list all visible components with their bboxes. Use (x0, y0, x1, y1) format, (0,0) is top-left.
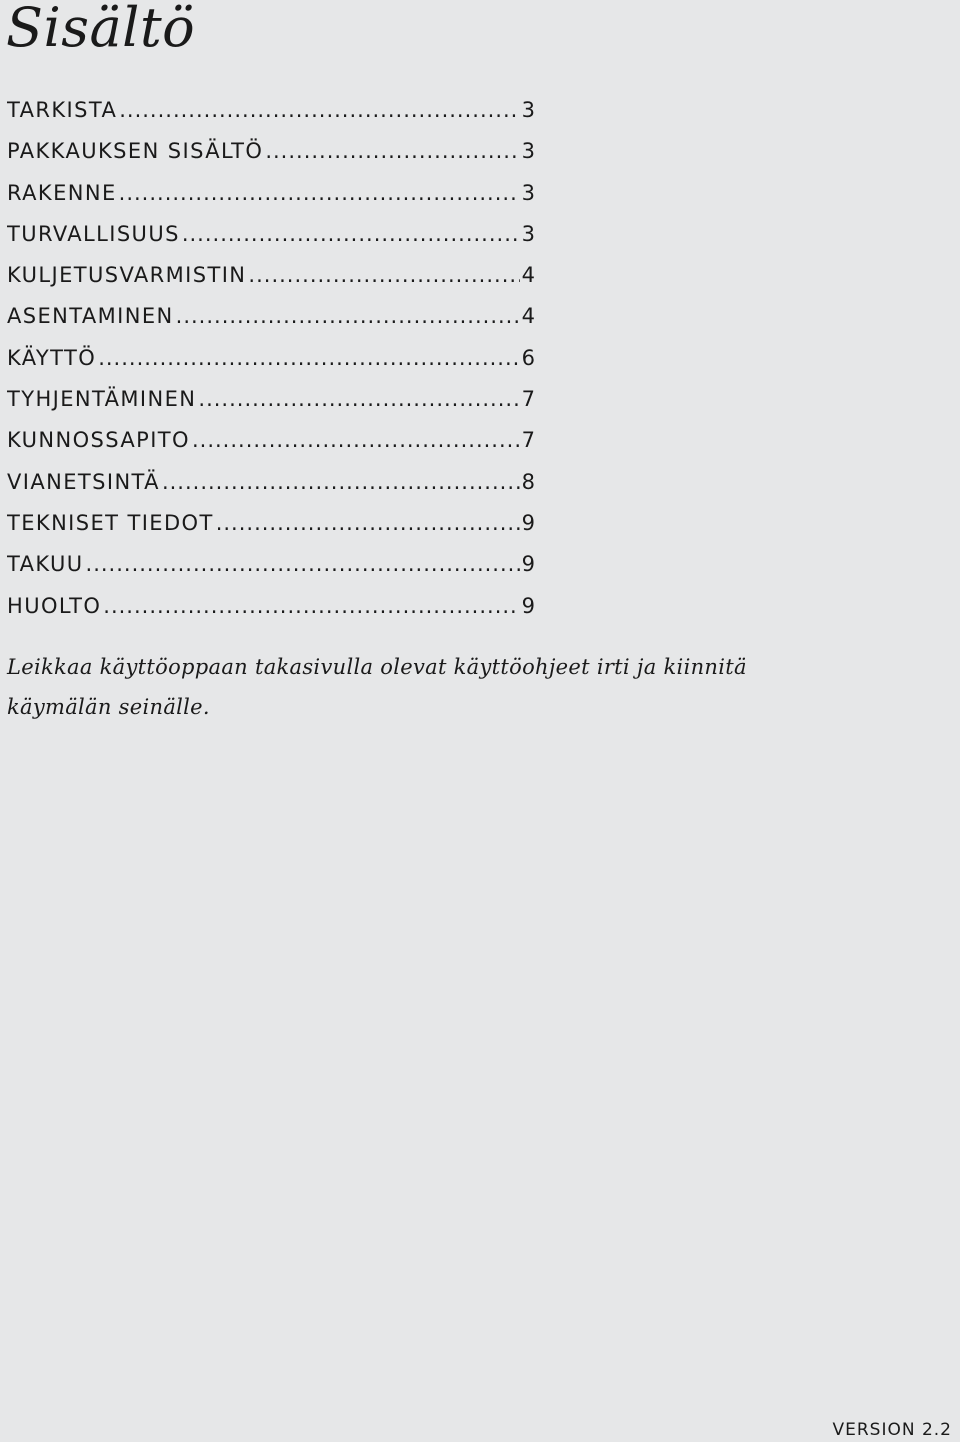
toc-entry-label: RAKENNE (7, 180, 117, 205)
toc-entry-label: PAKKAUKSEN SISÄLTÖ (7, 139, 264, 164)
toc-entry-label: TYHJENTÄMINEN (7, 387, 197, 412)
table-of-contents (7, 90, 535, 627)
toc-entry-page: 7 (521, 428, 535, 453)
toc-entry-page: 7 (521, 387, 535, 412)
toc-entry-label: ASENTAMINEN (7, 304, 174, 329)
toc-entry-page: 9 (521, 552, 535, 577)
toc-entry-rakenne (7, 173, 535, 214)
toc-entry-label: HUOLTO (7, 593, 102, 618)
toc-entry-page: 3 (521, 180, 535, 205)
toc-entry-huolto (7, 586, 535, 627)
toc-entry-page: 3 (521, 139, 535, 164)
toc-dot-leader (248, 255, 519, 296)
toc-entry-kunnossapito (7, 420, 535, 461)
toc-dot-leader (192, 420, 520, 461)
toc-entry-takuu (7, 544, 535, 585)
toc-entry-page: 4 (521, 263, 535, 288)
toc-entry-pakkauksen-sisalto (7, 131, 535, 172)
toc-dot-leader (98, 338, 519, 379)
toc-dot-leader (119, 173, 520, 214)
toc-dot-leader (216, 503, 520, 544)
toc-entry-vianetsinta (7, 462, 535, 503)
toc-entry-kuljetusvarmistin (7, 255, 535, 296)
toc-entry-label: TARKISTA (7, 98, 118, 122)
page-title: Sisältö (6, 0, 196, 59)
toc-entry-page: 3 (521, 221, 535, 246)
toc-entry-tyhjentaminen (7, 379, 535, 420)
toc-dot-leader (182, 214, 520, 255)
toc-entry-page: 4 (521, 304, 535, 329)
toc-entry-page: 9 (521, 510, 535, 535)
version-label: VERSION 2.2 (832, 1420, 952, 1440)
toc-entry-label: TAKUU (7, 552, 84, 577)
toc-entry-label: KUNNOSSAPITO (7, 428, 190, 453)
toc-dot-leader (119, 90, 519, 131)
toc-entry-asentaminen (7, 296, 535, 337)
toc-dot-leader (162, 462, 520, 503)
toc-dot-leader (86, 544, 520, 585)
toc-entry-tarkista (7, 90, 535, 131)
toc-entry-page: 6 (521, 345, 535, 370)
toc-entry-page: 8 (521, 469, 535, 494)
toc-dot-leader (103, 586, 519, 627)
toc-entry-label: TURVALLISUUS (7, 221, 180, 246)
toc-dot-leader (265, 131, 519, 172)
toc-entry-kaytto (7, 338, 535, 379)
toc-entry-label: KULJETUSVARMISTIN (7, 263, 247, 288)
toc-entry-label: KÄYTTÖ (7, 345, 97, 370)
toc-entry-tekniset-tiedot (7, 503, 535, 544)
toc-entry-page: 9 (521, 593, 535, 618)
toc-dot-leader (198, 379, 519, 420)
toc-entry-label: TEKNISET TIEDOT (7, 510, 214, 535)
toc-dot-leader (176, 296, 520, 337)
toc-entry-label: VIANETSINTÄ (7, 469, 160, 494)
toc-entry-page: 3 (521, 98, 535, 122)
instruction-note: Leikkaa käyttöoppaan takasivulla olevat käyttöohjeet irti ja kiinnitä käymälän seinälle. (7, 655, 747, 719)
toc-entry-turvallisuus (7, 214, 535, 255)
